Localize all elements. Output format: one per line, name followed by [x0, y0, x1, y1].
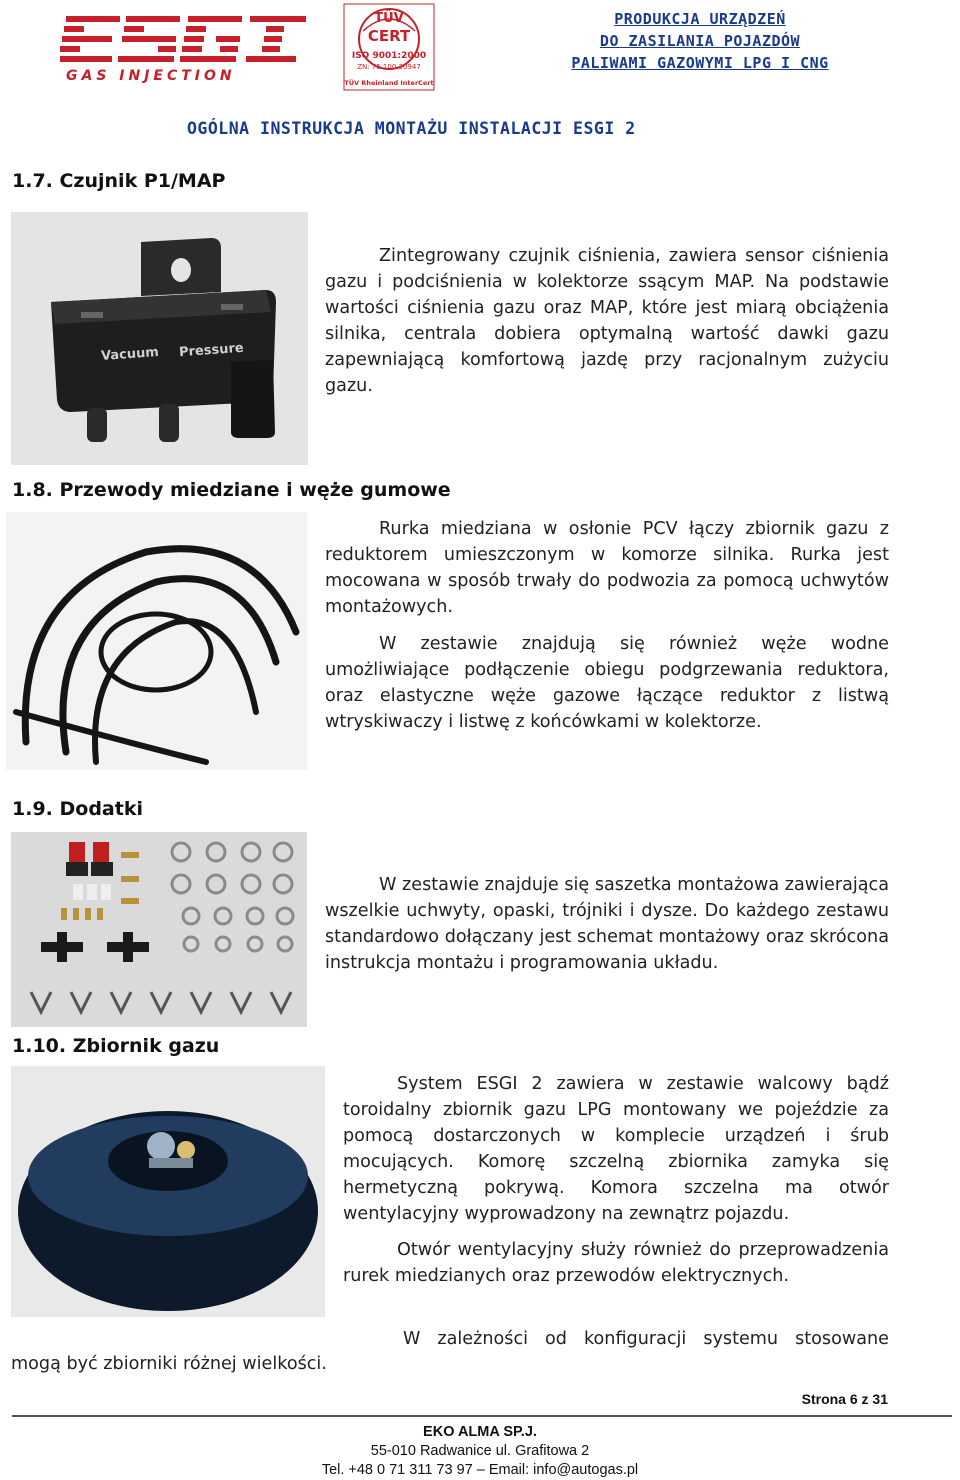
document-title: OGÓLNA INSTRUKCJA MONTAŻU INSTALACJI ESGI 2 [187, 119, 636, 138]
hoses-description-1-text: Rurka miedziana w osłonie PCV łączy zbiornik gazu z reduktorem umieszczonym w komorze silnika. Rurka jest mocowana w sposób trwały do podwozia za pomocą uchwytów montażowych. [325, 519, 889, 617]
logo-tagline: GAS INJECTION [66, 68, 236, 84]
section-heading-extras: 1.9. Dodatki [12, 798, 143, 820]
tank-description-3b: mogą być zbiorniki różnej wielkości. [11, 1354, 327, 1374]
tuv-cert-badge [343, 3, 435, 93]
map-sensor-image [11, 212, 308, 465]
footer-contact: Tel. +48 0 71 311 73 97 – Email: info@autogas.pl [321, 1462, 639, 1478]
cert-top-text: TÜV [374, 11, 404, 26]
hoses-description-2-text: W zestawie znajdują się również węże wodne umożliwiające podłączenie obiegu podgrzewania reduktora, oraz elastyczne węże gazowe łączące reduktor z listwą wtryskiwaczy i listwę z końcówkami w kolektorze. [325, 634, 889, 732]
esgi-logo [60, 12, 310, 87]
footer-address: 55-010 Radwanice ul. Grafitowa 2 [370, 1443, 590, 1459]
tank-description-2 [343, 1237, 889, 1289]
section-heading-map: 1.7. Czujnik P1/MAP [12, 170, 226, 192]
cert-mid-text: CERT [367, 27, 411, 45]
sensor-label-vacuum: Vacuum [100, 344, 160, 365]
extras-image [11, 832, 307, 1027]
cert-iso-text: ISO 9001:2000 [351, 51, 427, 61]
extras-description [325, 872, 889, 976]
header-line-2: DO ZASILANIA POJAZDÓW [599, 32, 801, 50]
tank-description-2-text: Otwór wentylacyjny służy również do przeprowadzenia rurek miedzianych oraz przewodów elektrycznych. [343, 1240, 889, 1286]
footer-company: EKO ALMA SP.J. [423, 1424, 537, 1440]
extras-description-text: W zestawie znajduje się saszetka montażowa zawierająca wszelkie uchwyty, opaski, trójniki i dysze. Do każdego zestawu standardowo dołączany jest schemat montażowy oraz skrócona instrukcja montażu i programowania układu. [325, 875, 889, 973]
hoses-description-1 [325, 516, 889, 620]
hoses-image [6, 512, 307, 770]
section-heading-hoses: 1.8. Przewody miedziane i węże gumowe [12, 479, 451, 501]
hoses-description-2 [325, 631, 889, 735]
map-description [325, 243, 889, 399]
sensor-label-pressure: Pressure [178, 340, 245, 361]
map-description-text: Zintegrowany czujnik ciśnienia, zawiera sensor ciśnienia gazu i podciśnienia w kolektorze ssącym MAP. Na podstawie wartości ciśnienia gazu oraz MAP, które jest miarą obciążenia silnika, centrala dobiera optymalną wartość dawki gazu zapewniającą komfortową jazdę przy racjonalnym zużyciu gazu. [325, 246, 889, 396]
cert-bottom-text: TÜV Rheinland InterCert [344, 79, 434, 87]
header-line-1: PRODUKCJA URZĄDZEŃ [614, 10, 786, 28]
footer-divider [12, 1415, 952, 1417]
header-line-3: PALIWAMI GAZOWYMI LPG I CNG [571, 54, 829, 72]
page-number: Strona 6 z 31 [801, 1391, 888, 1407]
tank-description-1-text: System ESGI 2 zawiera w zestawie walcowy bądź toroidalny zbiornik gazu LPG montowany we pojeździe za pomocą dostarczonych w komplecie urządzeń i śrub mocujących. Komorę szczelną zbiornika zamyka się hermetyczną pokrywą. Komora szczelna ma otwór wentylacyjny wyprowadzony na zewnątrz pojazdu. [343, 1074, 889, 1224]
tank-description-3a-text: W zależności od konfiguracji systemu stosowane [403, 1329, 889, 1349]
tank-description-3a [343, 1326, 889, 1352]
tank-image [11, 1066, 325, 1317]
tank-description-1 [343, 1071, 889, 1227]
cert-zn-text: ZN: 75.100.30947 [357, 63, 421, 71]
section-heading-tank: 1.10. Zbiornik gazu [12, 1035, 220, 1057]
